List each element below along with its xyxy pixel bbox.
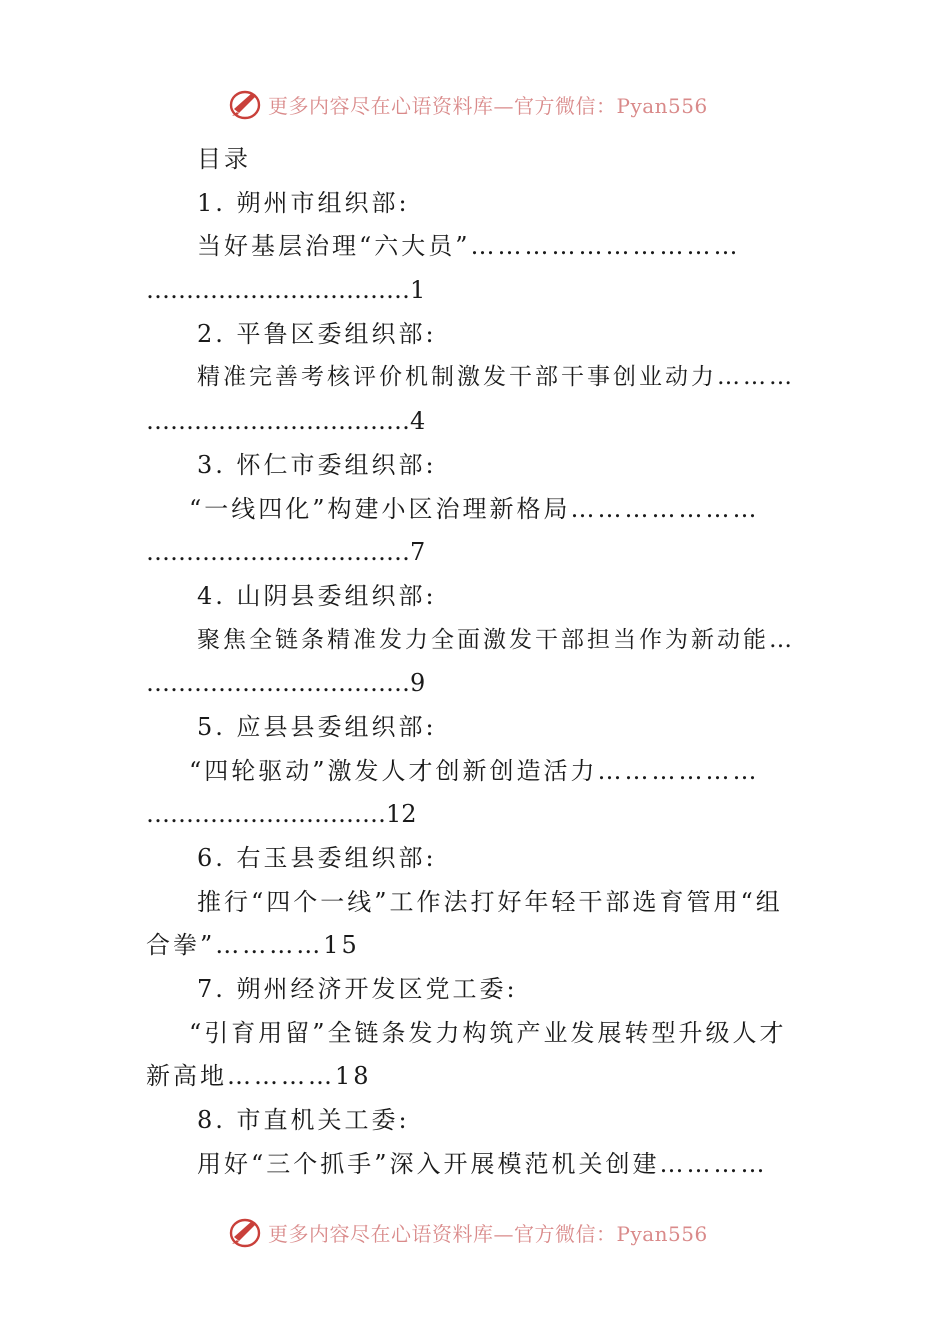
toc-entry-page: ……………………………7 (146, 538, 426, 567)
toc-entry-page: ……………………………1 (146, 276, 426, 305)
toc-entry-title: “引育用留”全链条发力构筑产业发展转型升级人才 (189, 1018, 787, 1047)
toc-entry-page: ……………………………9 (146, 669, 426, 698)
toc-heading: 4. 山阴县委组织部: (197, 581, 437, 610)
toc-entry-title: 精准完善考核评价机制激发干部干事创业动力……… (197, 364, 795, 391)
toc-heading: 6. 右玉县委组织部: (197, 844, 437, 872)
toc-heading: 2. 平鲁区委组织部: (197, 319, 437, 348)
toc-heading: 7. 朔州经济开发区党工委: (197, 975, 518, 1004)
toc-heading: 3. 怀仁市委组织部: (197, 450, 437, 479)
table-of-contents (146, 138, 804, 1187)
watermark-footer (228, 1212, 708, 1252)
toc-entry-page: 合拳”…………15 (146, 931, 360, 960)
watermark-header (228, 84, 708, 124)
toc-entry-title: “四轮驱动”激发人才创新创造活力……………… (189, 756, 760, 785)
toc-entry-page: 新高地…………18 (146, 1062, 372, 1091)
watermark-text: 更多内容尽在心语资料库—官方微信：Pyan556 (268, 1221, 708, 1246)
pen-logo-icon (228, 1215, 262, 1249)
watermark-text: 更多内容尽在心语资料库—官方微信：Pyan556 (268, 93, 708, 118)
toc-entry-title: 用好“三个抓手”深入开展模范机关创建………… (197, 1149, 768, 1178)
toc-entry-page: ……………………………4 (146, 407, 426, 436)
toc-heading: 1. 朔州市组织部: (197, 188, 410, 217)
toc-heading: 8. 市直机关工委: (197, 1106, 410, 1135)
pen-logo-icon (228, 87, 262, 121)
toc-entry-title: 聚焦全链条精准发力全面激发干部担当作为新动能… (197, 626, 795, 653)
toc-entry-page: …………………………12 (146, 800, 417, 829)
toc-title: 目录 (197, 145, 251, 173)
toc-entry-title: “一线四化”构建小区治理新格局………………… (189, 494, 760, 523)
toc-entry-title: 当好基层治理“六大员”………………………… (197, 232, 741, 261)
toc-entry-title: 推行“四个一线”工作法打好年轻干部选育管用“组 (197, 887, 783, 916)
toc-heading: 5. 应县县委组织部: (197, 712, 437, 741)
